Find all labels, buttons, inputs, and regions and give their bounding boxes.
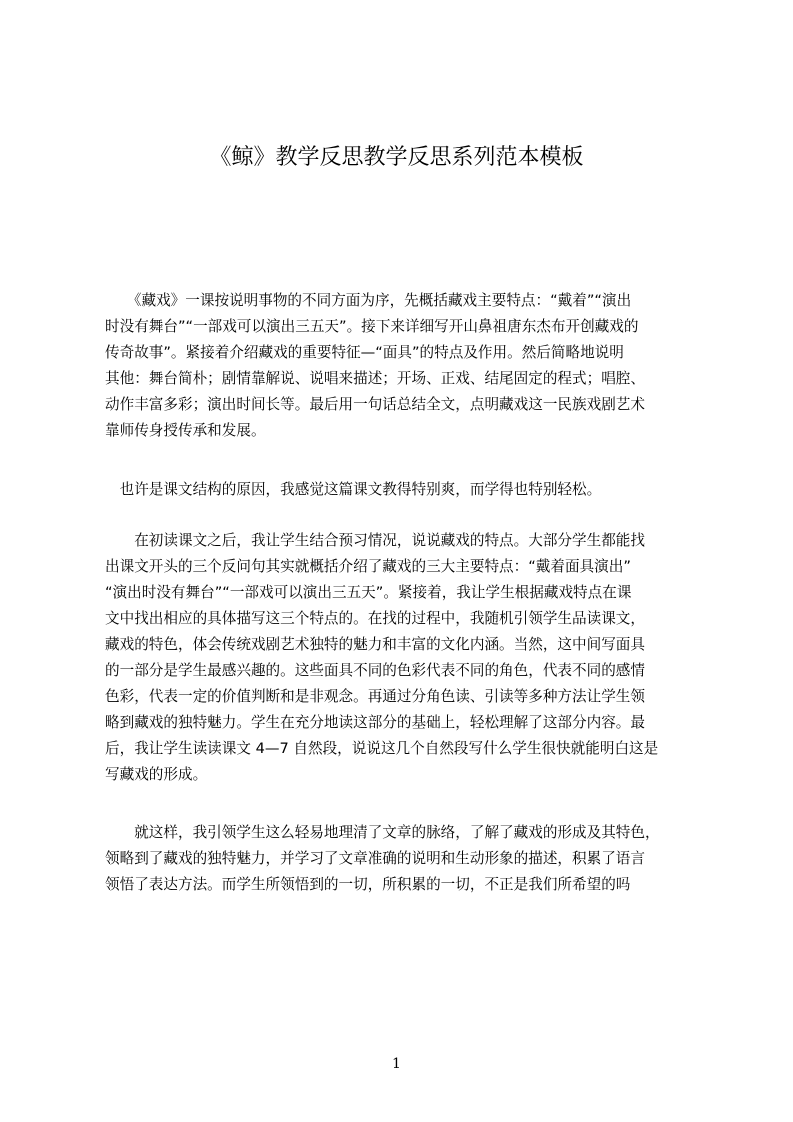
text-line: 其他：舞台简朴；剧情靠解说、说唱来描述；开场、正戏、结尾固定的程式；唱腔、 (105, 370, 645, 387)
paragraph-1 (105, 288, 698, 444)
text-line: 文中找出相应的具体描写这三个特点的。在找的过程中，我随机引领学生品读课文， (105, 610, 645, 627)
document-title: 《鲸》教学反思教学反思系列范本模板 (209, 145, 584, 170)
text-line: 在初读课文之后，我让学生结合预习情况，说说藏戏的特点。大部分学生都能找 (105, 532, 645, 549)
text-line: 藏戏的特色，体会传统戏剧艺术独特的魅力和丰富的文化内涵。当然，这中间写面具 (105, 636, 645, 653)
text-line: 出课文开头的三个反问句其实就概括介绍了藏戏的三大主要特点：“戴着面具演出” (105, 558, 631, 575)
text-line: “演出时没有舞台”“一部戏可以演出三五天”。紧接着，我让学生根据藏戏特点在课 (105, 584, 632, 601)
text-line: 动作丰富多彩；演出时间长等。最后用一句话总结全文，点明藏戏这一民族戏剧艺术 (105, 396, 645, 413)
text-line: 领悟了表达方法。而学生所领悟到的一切，所积累的一切，不正是我们所希望的吗 (105, 876, 631, 893)
text-line: 领略到了藏戏的独特魅力，并学习了文章准确的说明和生动形象的描述，积累了语言 (105, 850, 645, 867)
text-line: 靠师传身授传承和发展。 (105, 422, 266, 439)
text-line: 也许是课文结构的原因，我感觉这篇课文教得特别爽，而学得也特别轻松。 (105, 481, 602, 498)
paragraph-2 (105, 477, 698, 503)
text-line: 写藏戏的形成。 (105, 766, 208, 783)
text-line: 后，我让学生读读课文 4—7 自然段，说说这几个自然段写什么学生很快就能明白这是 (105, 740, 659, 757)
text-line: 传奇故事”。紧接着介绍藏戏的重要特征—“面具”的特点及作用。然后简略地说明 (105, 344, 624, 361)
text-line: 的一部分是学生最感兴趣的。这些面具不同的色彩代表不同的角色，代表不同的感情 (105, 662, 645, 679)
paragraph-3 (105, 528, 698, 788)
page-number: 1 (392, 1056, 401, 1072)
paragraph-4 (105, 820, 698, 898)
text-line: 色彩，代表一定的价值判断和是非观念。再通过分角色读、引读等多种方法让学生领 (105, 688, 645, 705)
text-line: 就这样，我引领学生这么轻易地理清了文章的脉络，了解了藏戏的形成及其特色， (105, 824, 660, 841)
text-line: 《藏戏》一课按说明事物的不同方面为序，先概括藏戏主要特点：“戴着”“演出 (105, 292, 632, 309)
text-line: 略到藏戏的独特魅力。学生在充分地读这部分的基础上，轻松理解了这部分内容。最 (105, 714, 645, 731)
text-line: 时没有舞台”“一部戏可以演出三五天”。接下来详细写开山鼻祖唐东杰布开创藏戏的 (105, 318, 639, 335)
